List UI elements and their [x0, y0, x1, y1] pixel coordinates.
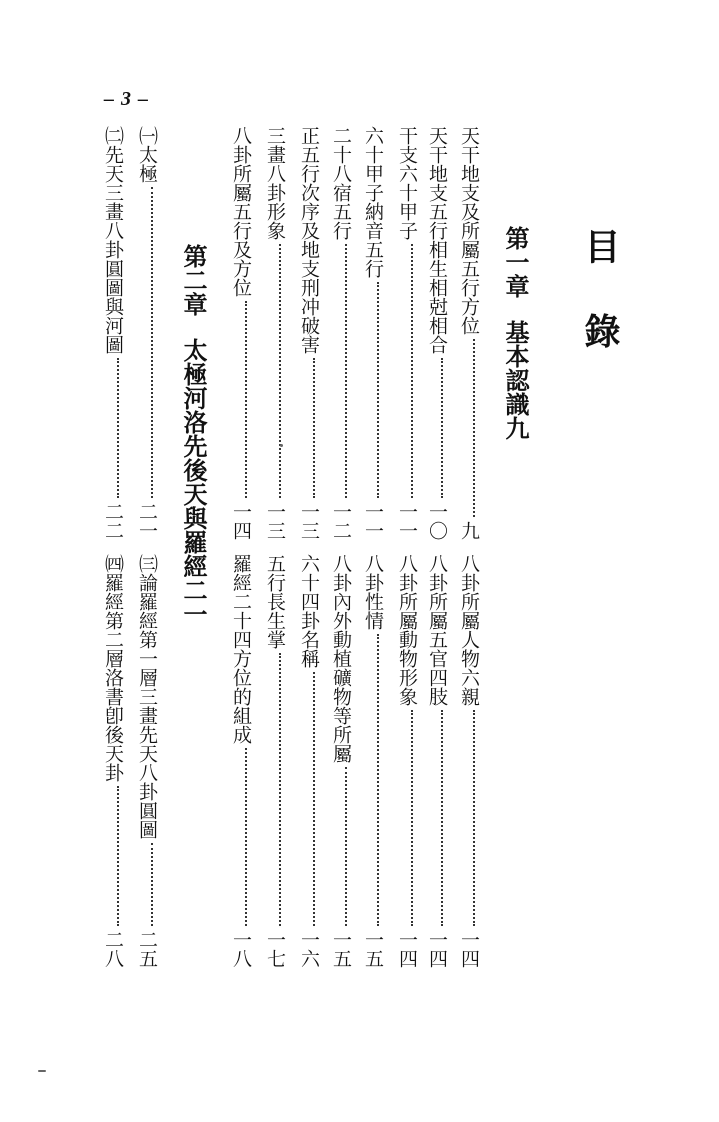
dot-leader: [117, 786, 119, 926]
toc-entry: [456, 126, 482, 540]
toc-entry-title: 羅經二十四方位的組成: [230, 554, 252, 744]
toc-entry-page: 一四: [230, 502, 252, 540]
toc-entry: [394, 554, 420, 968]
toc-entry: [456, 554, 482, 968]
toc-entry-page: 一四: [458, 930, 480, 968]
toc-entry-title: 正五行次序及地支刑冲破害: [298, 126, 320, 354]
toc-entry: [228, 126, 254, 540]
chapter-1-name: 基本認識: [501, 320, 530, 416]
toc-entry-title: 六十甲子納音五行: [362, 126, 384, 278]
toc-entry-page: 二八: [102, 930, 124, 968]
dot-leader: [377, 634, 379, 926]
toc-entry-page: 一六: [298, 930, 320, 968]
dot-leader: [411, 710, 413, 926]
dot-leader: [473, 710, 475, 926]
dot-leader: [279, 244, 281, 498]
toc-entry-title: 八卦所屬五行及方位: [230, 126, 252, 297]
toc-entry-page: 一四: [426, 930, 448, 968]
dot-leader: [441, 710, 443, 926]
toc-entry-page: 一五: [362, 930, 384, 968]
toc-entry-title: 八卦所屬人物六親: [458, 554, 480, 706]
dot-leader: [151, 843, 153, 926]
toc-entry-title: 天干地支五行相生相尅相合: [426, 126, 448, 354]
toc-entry: [424, 554, 450, 968]
toc-entry: [134, 554, 160, 968]
toc-entry-page: 一二: [330, 502, 352, 540]
scan-speck: [280, 444, 283, 447]
dot-leader: [313, 672, 315, 926]
toc-entry-title: ㈡先天三畫八卦圓圖與河圖: [102, 126, 124, 354]
dot-leader: [117, 358, 119, 498]
chapter-2-name: 太極河洛先後天與羅經: [179, 338, 208, 578]
toc-entry-title: 天干地支及所屬五行方位: [458, 126, 480, 335]
toc-entry: [360, 126, 386, 540]
toc-entry: [424, 126, 450, 540]
dot-leader: [313, 358, 315, 498]
toc-entry: [100, 554, 126, 968]
toc-entry-title: 三畫八卦形象: [264, 126, 286, 240]
toc-entry: [228, 554, 254, 968]
toc-entry: [328, 554, 354, 968]
scan-speck: [38, 1070, 46, 1072]
page-number: – 3 –: [104, 88, 149, 110]
toc-entry-page: 一〇: [426, 502, 448, 540]
toc-entry: [296, 126, 322, 540]
dot-leader: [345, 244, 347, 498]
toc-entry-page: 二五: [136, 930, 158, 968]
toc-entry-title: 八卦性情: [362, 554, 384, 630]
toc-entry-page: 一一: [362, 502, 384, 540]
chapter-1-heading: [498, 226, 532, 440]
dot-leader: [441, 358, 443, 498]
dot-leader: [411, 244, 413, 498]
dot-leader: [245, 301, 247, 498]
dot-leader: [473, 339, 475, 517]
toc-entry-title: ㈢論羅經第一層三畫先天八卦圓圖: [136, 554, 158, 839]
chapter-2-label: 第二章: [179, 244, 208, 316]
toc-entry-title: 八卦所屬動物形象: [396, 554, 418, 706]
dot-leader: [245, 748, 247, 926]
toc-entry-page: 一三: [264, 502, 286, 540]
toc-entry-page: 二二: [102, 502, 124, 540]
dot-leader: [279, 653, 281, 926]
toc-entry-title: 六十四卦名稱: [298, 554, 320, 668]
toc-entry: [100, 126, 126, 540]
chapter-2-page: 二一: [179, 578, 208, 626]
toc-entry-page: 二一: [136, 502, 158, 540]
toc-entry-page: 一四: [396, 930, 418, 968]
toc-entry: [394, 126, 420, 540]
toc-entry: [328, 126, 354, 540]
toc-entry: [262, 126, 288, 540]
dot-leader: [151, 187, 153, 498]
toc-entry-title: 八卦所屬五官四肢: [426, 554, 448, 706]
toc-entry-page: 一一: [396, 502, 418, 540]
toc-entry-page: 九: [458, 521, 480, 540]
toc-entry-page: 一七: [264, 930, 286, 968]
toc-entry: [360, 554, 386, 968]
toc-entry: [296, 554, 322, 968]
toc-entry: [134, 126, 160, 540]
toc-entry-page: 一八: [230, 930, 252, 968]
toc-entry-title: ㈠太極: [136, 126, 158, 183]
toc-entry-title: 五行長生掌: [264, 554, 286, 649]
toc-entry-title: ㈣羅經第二層洛書卽後天卦: [102, 554, 124, 782]
toc-entry-title: 干支六十甲子: [396, 126, 418, 240]
toc-entry: [262, 554, 288, 968]
toc-entry-title: 八卦內外動植礦物等所屬: [330, 554, 352, 763]
toc-entry-title: 二十八宿五行: [330, 126, 352, 240]
chapter-1-page: 九: [501, 416, 530, 440]
dot-leader: [377, 282, 379, 498]
toc-entry-page: 一五: [330, 930, 352, 968]
chapter-1-label: 第一章: [501, 226, 530, 298]
toc-entry-page: 一三: [298, 502, 320, 540]
dot-leader: [345, 767, 347, 926]
chapter-2-heading: [176, 244, 210, 626]
page-title: 目 錄: [579, 228, 621, 367]
